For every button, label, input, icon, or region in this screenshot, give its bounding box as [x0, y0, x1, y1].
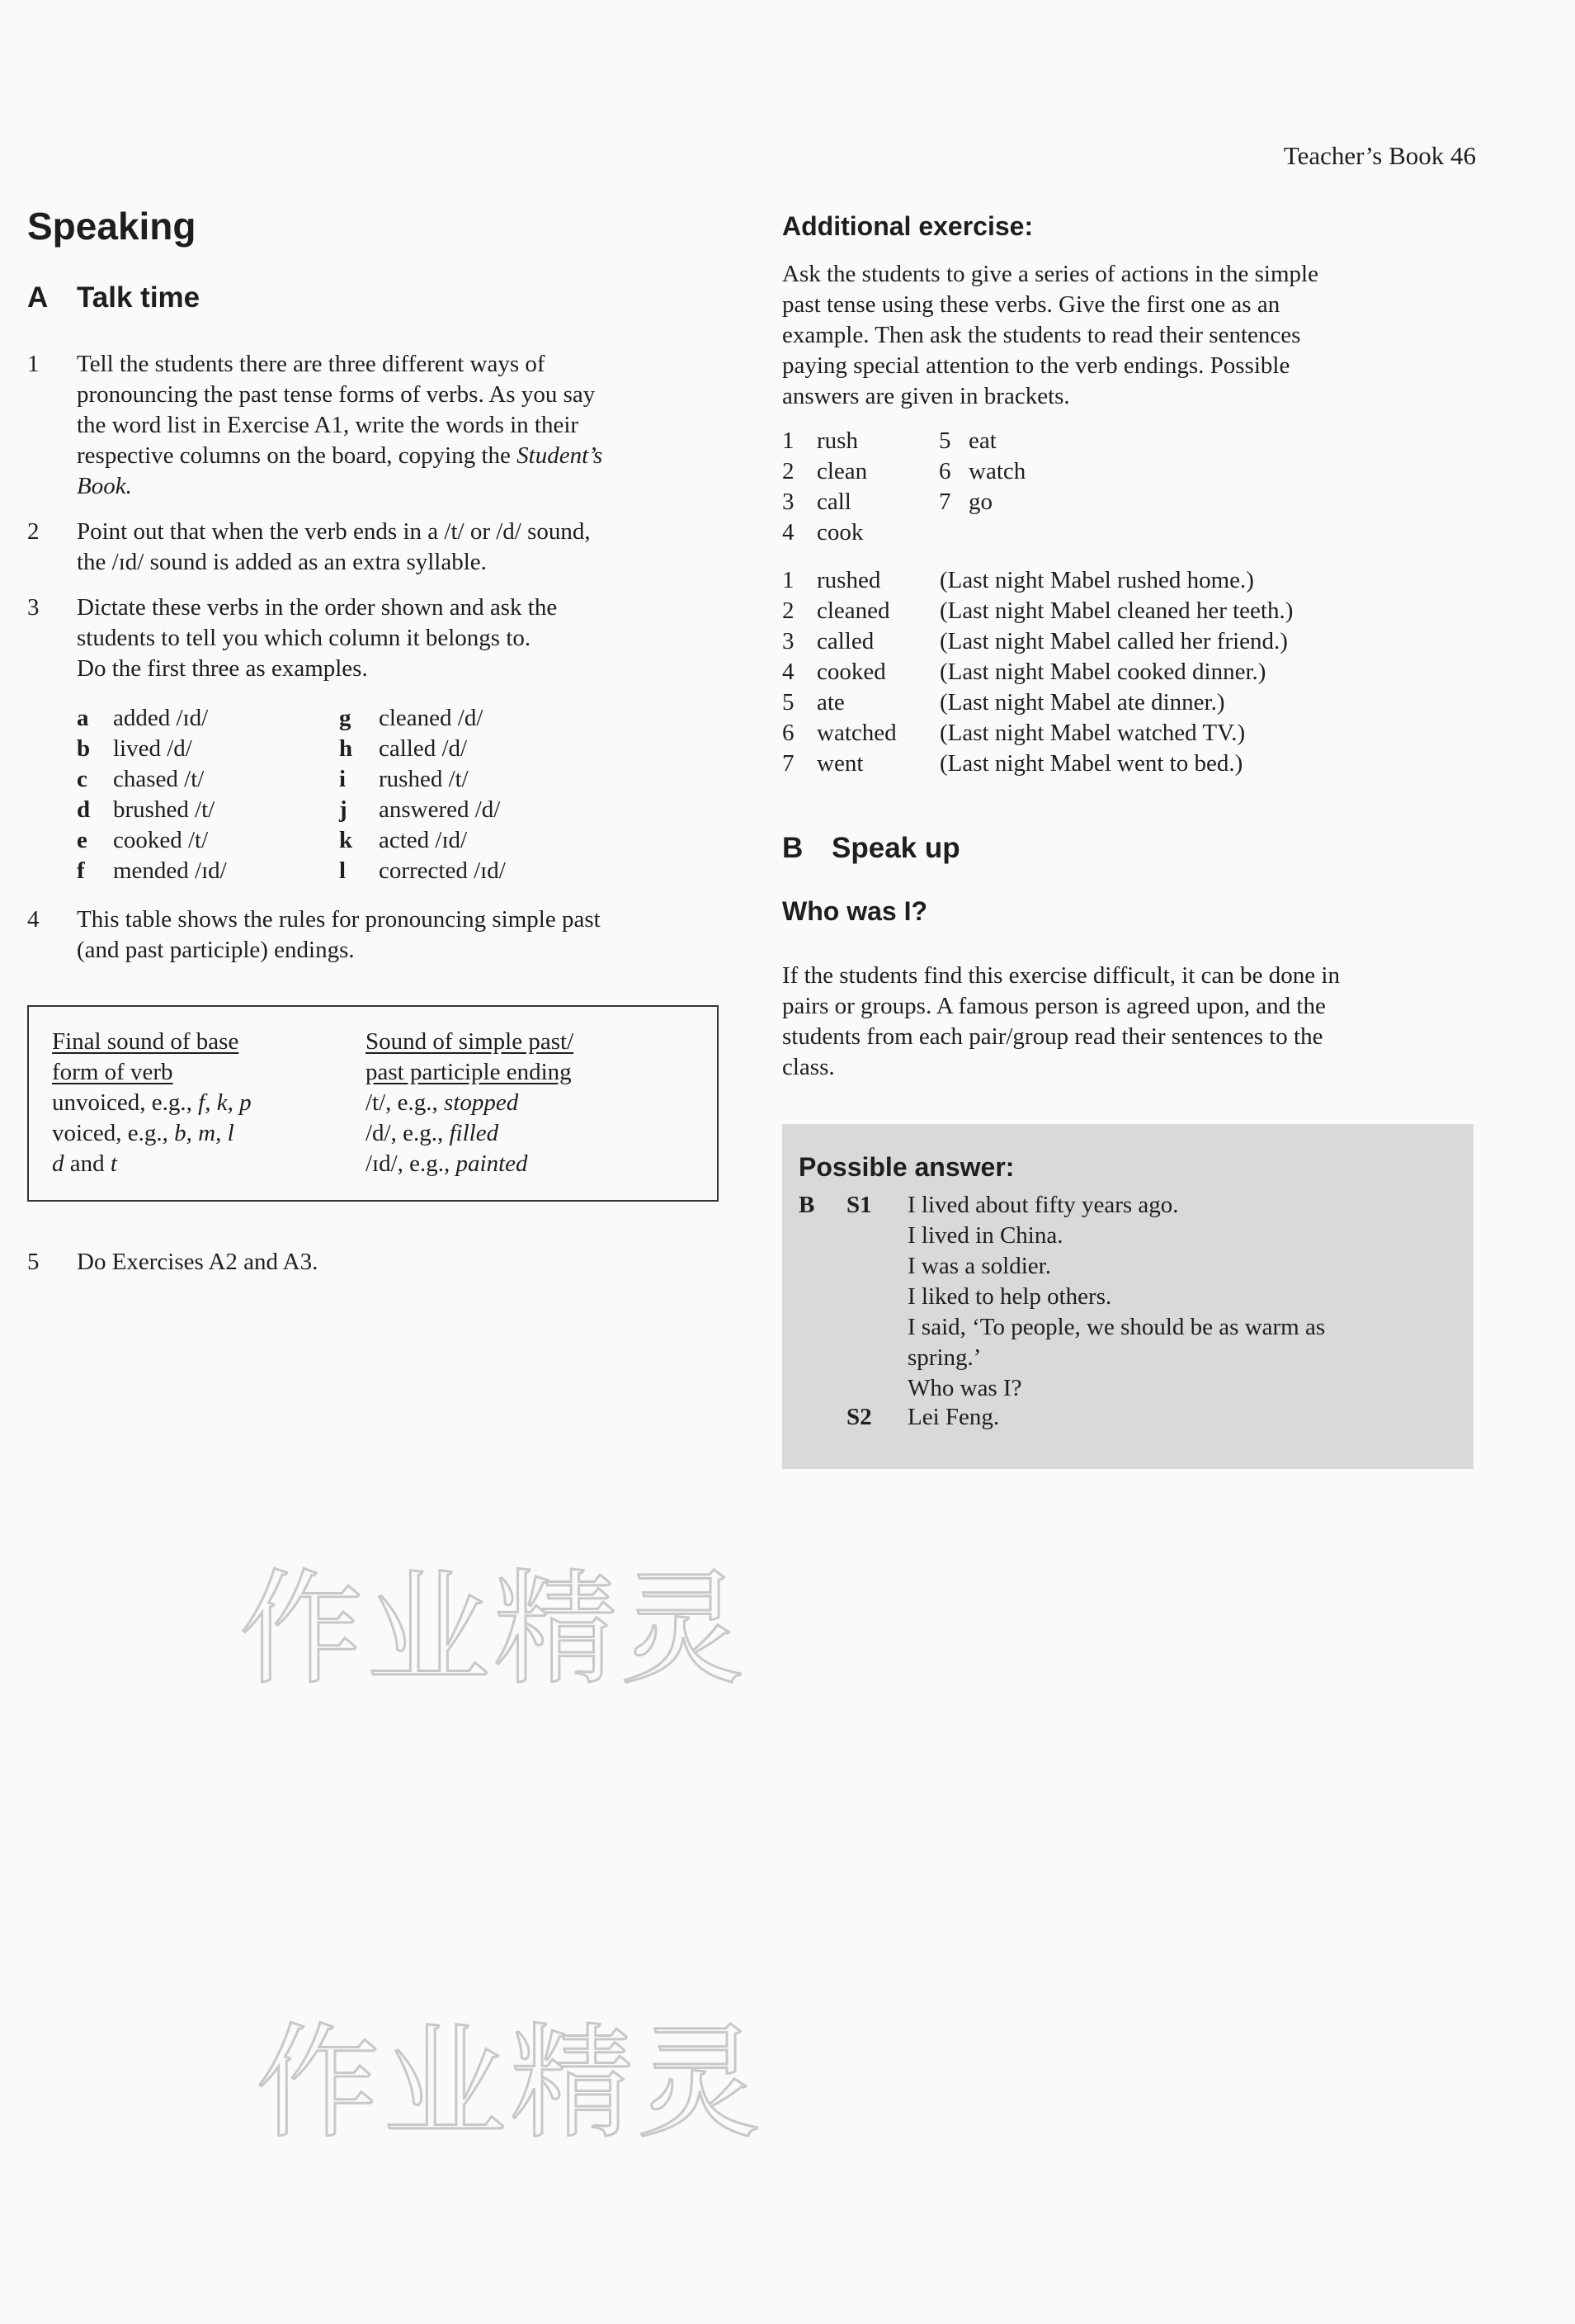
list-item: 6 watched (Last night Mabel watched TV.) — [782, 720, 1246, 746]
paragraph-line: class. — [782, 1054, 835, 1080]
watermark: 作业精灵 — [239, 1558, 748, 1702]
verb-pairs-list — [77, 703, 654, 886]
answer-line: I liked to help others. — [908, 1283, 1112, 1310]
table-cell: unvoiced, e.g., f, k, p — [52, 1089, 252, 1116]
speaker-s2: S2 — [846, 1404, 872, 1430]
answer-line: Who was I? — [908, 1375, 1022, 1401]
answer-line: I was a soldier. — [908, 1253, 1051, 1279]
list-item: 1 rush 5 eat — [782, 427, 997, 454]
table-cell: /d/, e.g., filled — [365, 1120, 499, 1146]
step-number: 4 — [27, 906, 40, 933]
speaking-title: Speaking — [27, 205, 196, 248]
answer-line: I lived about fifty years ago. — [908, 1192, 1179, 1218]
table-cell: d and t — [52, 1150, 117, 1177]
step-2 — [27, 517, 720, 578]
step-4 — [27, 905, 720, 966]
step-line: This table shows the rules for pronouncing simple past — [77, 906, 601, 933]
step-line: the /ɪd/ sound is added as an extra syllable. — [77, 549, 487, 575]
section-b-letter: B — [782, 832, 804, 864]
paragraph-line: students from each pair/group read their sentences to the — [782, 1023, 1323, 1050]
paragraph-line: If the students find this exercise difficult, it can be done in — [782, 962, 1340, 989]
step-number: 3 — [27, 594, 40, 621]
list-item: e cooked /t/ k acted /ɪd/ — [77, 827, 468, 853]
step-number: 5 — [27, 1249, 40, 1275]
paragraph-line: example. Then ask the students to read their sentences — [782, 322, 1301, 348]
list-item: 4 cook — [782, 519, 864, 546]
table-header: Final sound of base — [52, 1028, 239, 1055]
step-line: pronouncing the past tense forms of verbs. As you say — [77, 381, 596, 408]
step-line: Book. — [77, 473, 132, 499]
answer-label: B — [799, 1192, 815, 1218]
step-line: Point out that when the verb ends in a /t/ or /d/ sound, — [77, 518, 591, 545]
list-item: 2 cleaned (Last night Mabel cleaned her teeth.) — [782, 598, 1294, 624]
list-item: 2 clean 6 watch — [782, 458, 1026, 484]
step-5 — [27, 1247, 720, 1278]
section-a-heading — [27, 280, 200, 316]
section-b-heading — [782, 830, 960, 867]
step-line: respective columns on the board, copying the Student’s — [77, 442, 603, 469]
verb-list — [782, 426, 1475, 548]
list-item: f mended /ɪd/ l corrected /ɪd/ — [77, 857, 506, 884]
who-was-i-title: Who was I? — [782, 896, 927, 926]
step-line: Do the first three as examples. — [77, 655, 368, 682]
list-item: 3 call 7 go — [782, 489, 993, 515]
table-header: Sound of simple past/ — [365, 1028, 574, 1055]
table-cell: /ɪd/, e.g., painted — [365, 1150, 528, 1177]
step-line: Do Exercises A2 and A3. — [77, 1249, 318, 1275]
pronunciation-rules-table — [27, 1005, 719, 1202]
list-item: 7 went (Last night Mabel went to bed.) — [782, 750, 1243, 777]
s1-lines — [908, 1190, 1452, 1404]
step-1 — [27, 349, 720, 502]
paragraph-line: Ask the students to give a series of actions in the simple — [782, 261, 1318, 287]
section-b-title: Speak up — [832, 832, 960, 864]
step-line: the word list in Exercise A1, write the words in their — [77, 412, 579, 438]
additional-exercise-title: Additional exercise: — [782, 211, 1034, 241]
list-item: a added /ɪd/ g cleaned /d/ — [77, 705, 483, 731]
list-item: c chased /t/ i rushed /t/ — [77, 766, 469, 792]
table-column-ending-sound — [365, 1027, 573, 1179]
table-header: past participle ending — [365, 1059, 572, 1085]
paragraph-line: answers are given in brackets. — [782, 383, 1070, 409]
possible-answer-box — [782, 1124, 1474, 1469]
table-cell: voiced, e.g., b, m, l — [52, 1120, 234, 1146]
paragraph-line: paying special attention to the verb endings. Possible — [782, 352, 1290, 379]
section-a-title: Talk time — [77, 281, 200, 314]
answer-line: I lived in China. — [908, 1222, 1063, 1249]
list-item: d brushed /t/ j answered /d/ — [77, 796, 501, 823]
step-number: 2 — [27, 518, 40, 545]
step-line: students to tell you which column it belongs to. — [77, 625, 531, 651]
section-b-text — [782, 961, 1475, 1083]
paragraph-line: past tense using these verbs. Give the first one as an — [782, 291, 1280, 318]
answer-line: spring.’ — [908, 1344, 982, 1371]
step-3 — [27, 593, 720, 684]
watermark: 作业精灵 — [256, 2012, 765, 2156]
step-line: Dictate these verbs in the order shown and ask the — [77, 594, 558, 621]
list-item: 3 called (Last night Mabel called her friend.) — [782, 628, 1288, 654]
speaker-s1: S1 — [846, 1192, 872, 1218]
additional-exercise-text — [782, 259, 1475, 412]
list-item: 5 ate (Last night Mabel ate dinner.) — [782, 689, 1225, 716]
page-header: Teacher’s Book 46 — [1283, 141, 1476, 170]
table-header: form of verb — [52, 1059, 173, 1085]
table-column-base-sound — [52, 1027, 252, 1179]
possible-answer-title: Possible answer: — [799, 1152, 1015, 1182]
list-item: b lived /d/ h called /d/ — [77, 735, 468, 762]
answer-list — [782, 565, 1475, 779]
step-line: Tell the students there are three different ways of — [77, 351, 545, 377]
list-item: 4 cooked (Last night Mabel cooked dinner.) — [782, 659, 1266, 685]
s2-answer: Lei Feng. — [908, 1404, 1000, 1430]
section-a-letter: A — [27, 281, 49, 314]
step-line: (and past participle) endings. — [77, 937, 355, 963]
step-number: 1 — [27, 351, 40, 377]
answer-line: I said, ‘To people, we should be as warm as — [908, 1314, 1326, 1340]
paragraph-line: pairs or groups. A famous person is agreed upon, and the — [782, 993, 1326, 1019]
list-item: 1 rushed (Last night Mabel rushed home.) — [782, 567, 1254, 593]
table-cell: /t/, e.g., stopped — [365, 1089, 519, 1116]
students-book-italic: Student’s — [516, 442, 603, 469]
